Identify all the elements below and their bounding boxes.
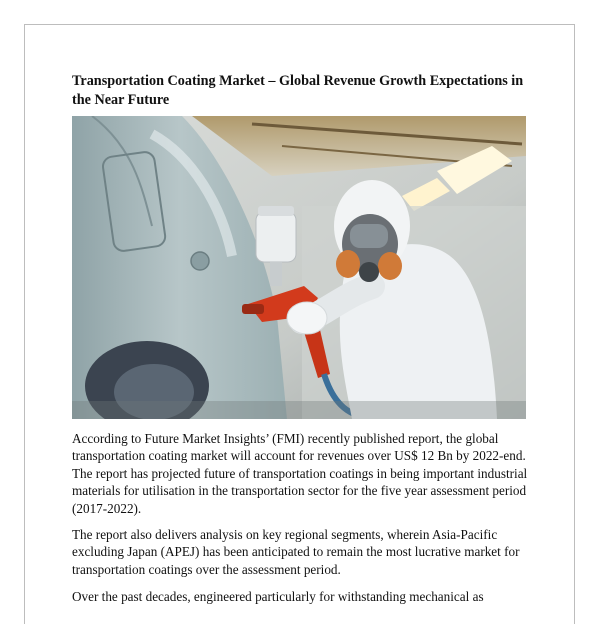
document-title: Transportation Coating Market – Global Revenue Growth Expectations in the Near Future	[72, 73, 524, 108]
spray-painter-photo	[72, 116, 526, 419]
paragraph-2: The report also delivers analysis on key regional segments, wherein Asia-Pacific excluding Japan (APEJ) has been anticipated to remain the most lucrative market for transportation coatings over the assessment period.	[72, 527, 520, 577]
paragraph-1: According to Future Market Insights’ (FMI) recently published report, the global transportation coating market will account for revenues over US$ 12 Bn by 2022-end. The report has projected future of transportation coatings in being important industrial materials for utilisation in the transportation sector for the five year assessment period (2017-2022).	[72, 431, 528, 516]
paragraph-3: Over the past decades, engineered particularly for withstanding mechanical as	[72, 589, 484, 604]
